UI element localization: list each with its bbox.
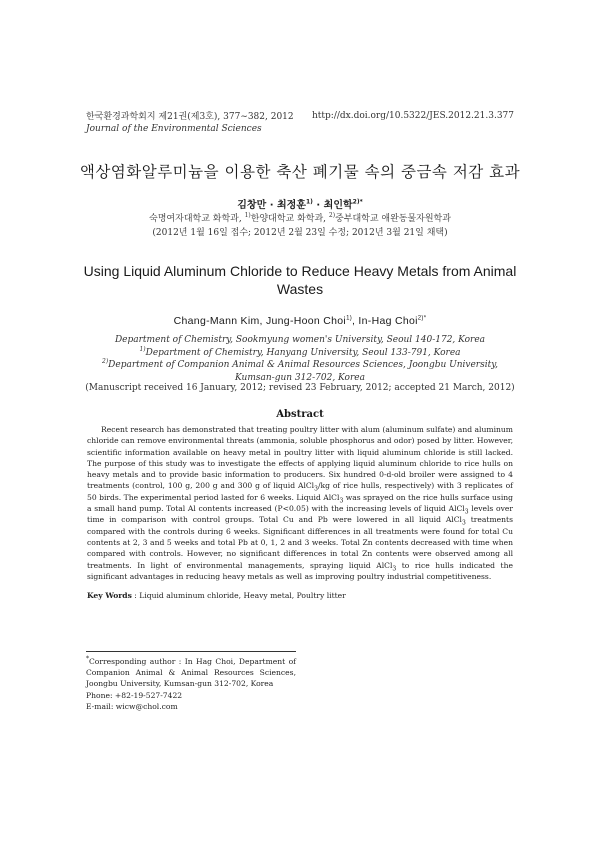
en-affil-2: [60, 347, 540, 360]
abstract-text-4: levels over time in comparison with control groups. Total Cu and Pb were lowered in all liquid AlCl: [87, 504, 513, 525]
manuscript-dates: (Manuscript received 16 January, 2012; revised 23 February, 2012; accepted 21 March, 2012): [85, 383, 515, 393]
affil-kr-2: 한양대학교 화학과,: [250, 214, 329, 224]
abstract-text-3: was sprayed on the rice hulls surface using a small hand pump. Total Al contents increased (P<0.05) with the increasing levels of liquid AlCl: [87, 492, 514, 514]
keywords-label: Key Words: [87, 591, 132, 600]
abstract-text-6: to rice hulls indicated the significant advantages in reducing heavy metals as well as improving poultry industrial competitiveness.: [87, 560, 513, 581]
journal-name: Journal of the Environmental Sciences: [86, 124, 262, 134]
en-affil-3: [60, 359, 540, 372]
author-sup-1: 1): [306, 198, 313, 206]
citation-korean: 한국환경과학회지 제21권(제3호), 377∼382, 2012: [86, 112, 294, 122]
footnote-divider: [86, 651, 296, 652]
en-affil-3b: Kumsan-gun 312-702, Korea: [235, 372, 365, 383]
journal-citation: [86, 111, 294, 135]
abstract-sub-1: 3: [314, 486, 318, 493]
english-affiliations: [60, 334, 540, 384]
abstract-sub-4: 3: [461, 519, 466, 527]
abstract-text-2: /kg of rice hulls, respectively) with 3 replicates of 50 birds. The experimental period lasted for 6 weeks. Liquid AlCl: [87, 481, 513, 502]
en-affil-2-sup: 1): [139, 345, 146, 353]
korean-author-name-3: · 최인학: [312, 200, 353, 211]
korean-author-names: 김창만 · 최정훈: [237, 200, 306, 211]
affil-kr-3: 중부대학교 애완동물자원학과: [335, 214, 451, 224]
corresponding-author-footnote: [86, 656, 296, 712]
en-author-names: Chang-Mann Kim, Jung-Hoon Choi: [173, 315, 347, 327]
en-affil-3-sup: 2): [102, 358, 109, 365]
affil-kr-1: 숙명여자대학교 화학과,: [149, 214, 245, 224]
en-affil-3-text: Department of Companion Animal & Animal Resources Sciences, Joongbu University,: [108, 360, 498, 370]
abstract-text-1: Recent research has demonstrated that treating poultry litter with alum (aluminum sulfate) and aluminum chloride can remove environmental threats (ammonia, soluble phosphorus and odor) posed by litter. However, scientific information available on heavy metal in poultry litter with liquid aluminum chloride is still lacked. The purpose of this study was to investigate the effects of applying liquid aluminum chloride to rice hulls on heavy metals and to provide basic information to producers. Six hundred 0-d-old broiler were assigned to 4 treatments (control, 100 g, 200 g and 300 g of liquid AlCl: [87, 425, 513, 491]
en-author-name-3: , In-Hag Choi: [352, 315, 418, 327]
footnote-star: *: [86, 655, 89, 663]
en-author-sup-1: 1): [346, 315, 352, 322]
english-title: Using Liquid Aluminum Chloride to Reduce Heavy Metals from Animal Wastes: [83, 263, 517, 297]
korean-title: 액상염화알루미늄을 이용한 축산 폐기물 속의 중금속 저감 효과: [79, 163, 521, 181]
en-affil-1: Department of Chemistry, Sookmyung women's University, Seoul 140-172, Korea: [114, 335, 486, 345]
footnote-email[interactable]: E-mail: wicw@chol.com: [86, 701, 178, 711]
korean-authors: [0, 196, 600, 211]
abstract-sub-5: 3: [392, 565, 397, 573]
en-affil-2-text: Department of Chemistry, Hanyang University, Seoul 133-791, Korea: [145, 347, 461, 358]
en-author-sup-2: 2)*: [417, 315, 427, 322]
footnote-phone: Phone: +82-19-527-7422: [86, 690, 183, 700]
abstract-sub-2: 3: [339, 497, 344, 505]
doi-link[interactable]: http://dx.doi.org/10.5322/JES.2012.21.3.377: [312, 111, 514, 121]
english-authors: [0, 315, 600, 327]
korean-affiliations: [0, 211, 600, 224]
author-sup-2: 2)*: [352, 198, 363, 206]
abstract-text-5: treatments compared with the controls during 6 weeks. Significant differences in all treatments were found for total Cu contents at 2, 3 and 5 weeks and total Pb at 0, 1, 2 and 3 weeks. Total Zn contents decreased with time when compared with controls. However, no significant differences in total Zn contents were observed among all treatments. In light of environmental managements, spraying liquid AlCl: [87, 515, 513, 570]
footnote-line-1: [86, 656, 296, 690]
abstract-heading: Abstract: [276, 409, 324, 420]
affil-kr-sup-1: 1): [244, 212, 251, 219]
keywords-value: : Liquid aluminum chloride, Heavy metal, Poultry litter: [131, 591, 346, 600]
abstract-sub-3: 3: [464, 508, 469, 516]
keywords: [87, 591, 513, 600]
korean-dates: (2012년 1월 16일 접수; 2012년 2월 23일 수정; 2012년 3월 21일 채택): [152, 228, 448, 238]
abstract-body: [87, 424, 513, 582]
affil-kr-sup-2: 2): [328, 212, 336, 219]
footnote-text: Corresponding author : In Hag Choi, Department of Companion Animal & Animal Resources Sciences, Joongbu University, Kumsan-gun 312-702, Korea: [86, 657, 296, 689]
